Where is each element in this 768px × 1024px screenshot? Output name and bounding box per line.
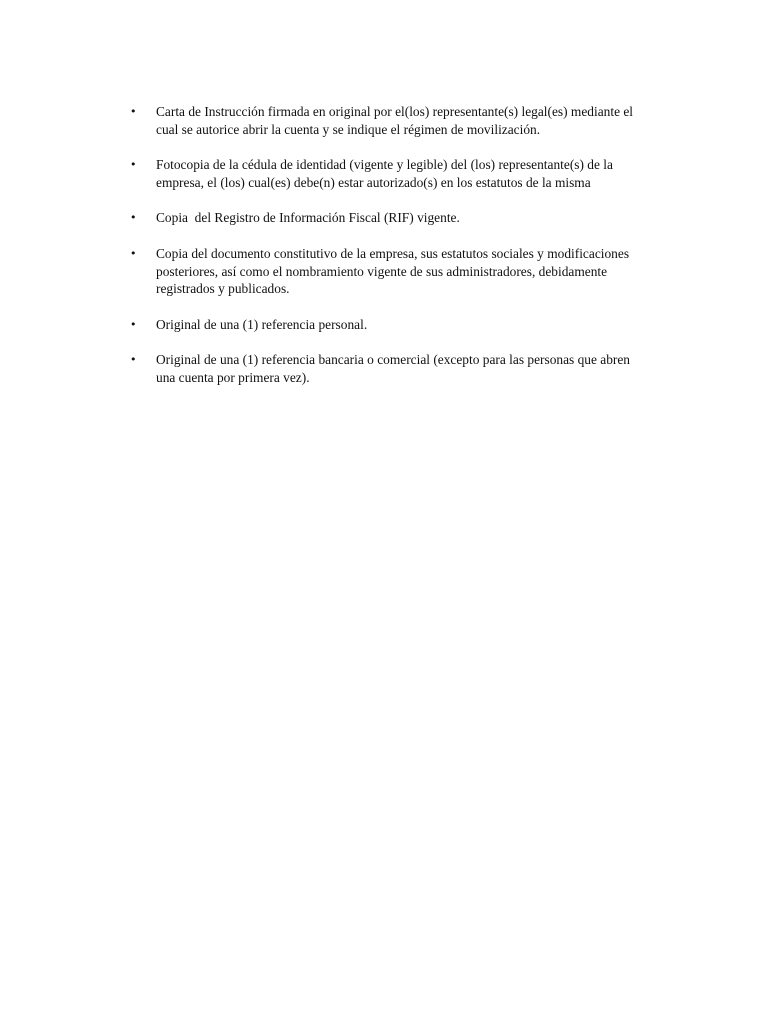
bullet-icon: • [130,317,137,331]
list-item-text: Copia del documento constitutivo de la empresa, sus estatutos sociales y modificaciones posteriores, así como el nombramiento vigente de sus administradores, debidamente registrados y publicados. [156,245,630,297]
bullet-icon: • [130,158,137,172]
bullet-icon: • [130,211,137,225]
list-item [130,103,650,138]
list-item-text: Original de una (1) referencia bancaria o comercial (excepto para las personas que abren una cuenta por primera vez). [156,352,631,385]
list-item-text: Carta de Instrucción firmada en original por el(los) representante(s) legal(es) mediante el cual se autorice abrir la cuenta y se indique el régimen de movilización. [156,104,634,137]
bullet-icon: • [130,105,137,118]
bullet-icon: • [130,353,137,367]
list-item [130,316,650,334]
list-item-text: Fotocopia de la cédula de identidad (vigente y legible) del (los) representante(s) de la empresa, el (los) cual(es) debe(n) estar autorizado(s) en los estatutos de la misma [156,157,613,190]
list-item [130,156,650,191]
list-item [130,351,650,386]
bullet-icon: • [130,246,137,260]
list-item [130,245,650,298]
list-item-text: Original de una (1) referencia personal. [156,316,368,332]
requirements-list [130,103,650,405]
list-item-text: Copia del Registro de Información Fiscal (RIF) vigente. [156,210,460,226]
list-item [130,209,650,227]
